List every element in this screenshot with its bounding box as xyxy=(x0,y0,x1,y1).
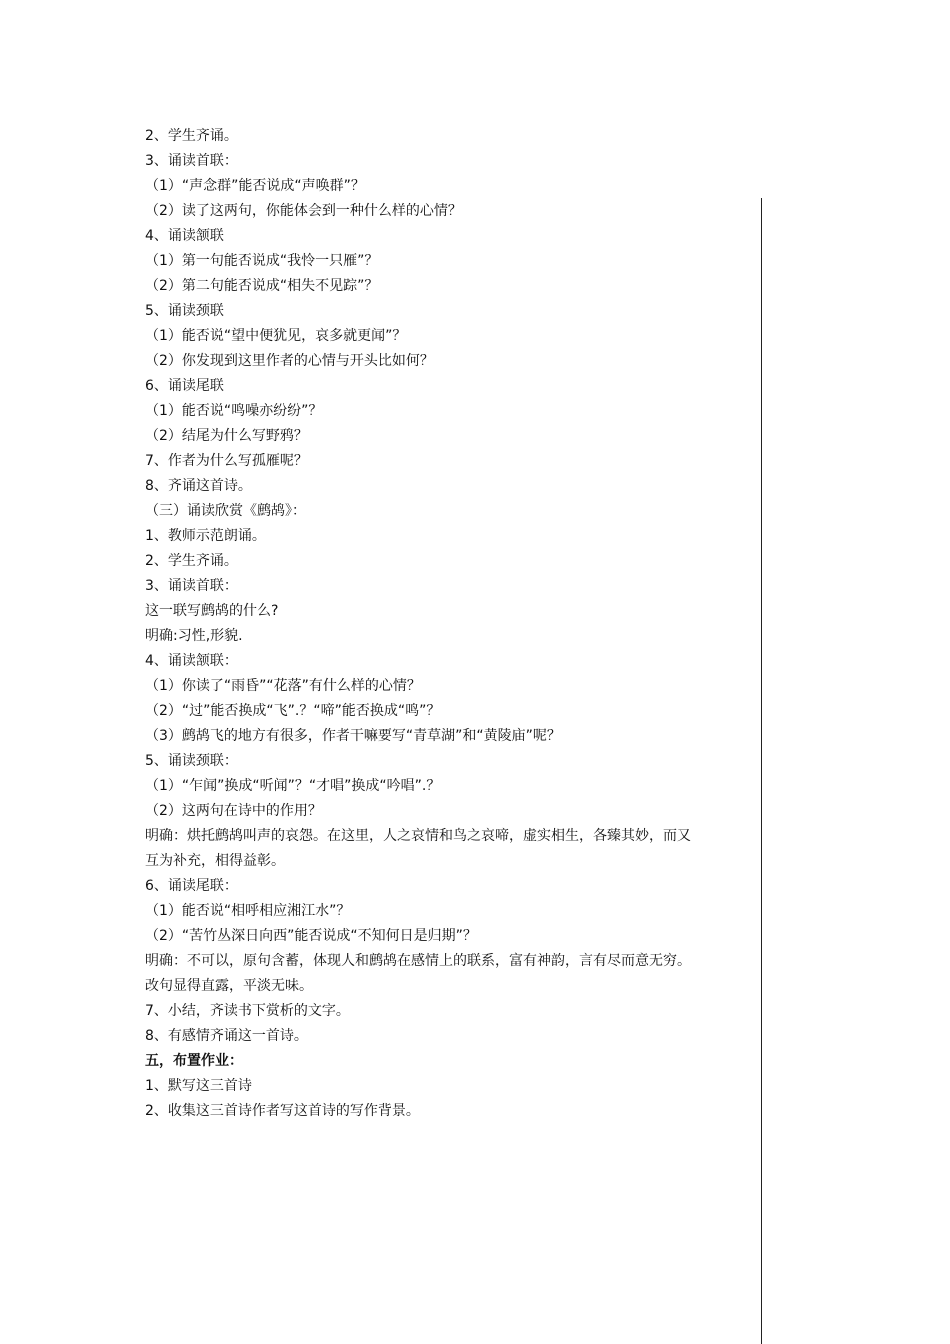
text-line: （2）第二句能否说成“相失不见踪”？ xyxy=(145,278,379,294)
text-line: （1）“声念群”能否说成“声唤群”？ xyxy=(145,178,365,194)
text-line: （1）能否说“鸣噪亦纷纷”？ xyxy=(145,403,323,419)
text-line: （1）能否说“望中便犹见，哀多就更闻”？ xyxy=(145,328,407,344)
text-line: 8、齐诵这首诗。 xyxy=(145,478,252,494)
text-line: 明确:习性,形貌. xyxy=(145,628,243,644)
text-line: 7、作者为什么写孤雁呢？ xyxy=(145,453,308,469)
section-heading: 五，布置作业： xyxy=(145,1053,243,1069)
text-line: 5、诵读颈联 xyxy=(145,303,224,319)
text-line: 2、收集这三首诗作者写这首诗的写作背景。 xyxy=(145,1103,420,1119)
document-body xyxy=(145,124,815,1124)
text-line: 2、学生齐诵。 xyxy=(145,128,238,144)
text-line: （2）结尾为什么写野鸦？ xyxy=(145,428,308,444)
text-line: （三）诵读欣赏《鹧鸪》： xyxy=(145,503,306,519)
text-line: 4、诵读颔联 xyxy=(145,228,224,244)
text-line: 7、小结，齐读书下赏析的文字。 xyxy=(145,1003,350,1019)
text-line: 1、默写这三首诗 xyxy=(145,1078,252,1094)
text-line: 8、有感情齐诵这一首诗。 xyxy=(145,1028,308,1044)
text-line: 明确：不可以，原句含蓄，体现人和鹧鸪在感情上的联系，富有神韵，言有尽而意无穷。 xyxy=(145,953,691,969)
text-line: （3）鹧鸪飞的地方有很多，作者干嘛要写“青草湖”和“黄陵庙”呢？ xyxy=(145,728,561,744)
text-line: 改句显得直露，平淡无味。 xyxy=(145,978,313,994)
text-line: 2、学生齐诵。 xyxy=(145,553,238,569)
text-line: （1）第一句能否说成“我怜一只雁”？ xyxy=(145,253,379,269)
text-line: （2）你发现到这里作者的心情与开头比如何？ xyxy=(145,353,434,369)
text-line: 5、诵读颈联： xyxy=(145,753,238,769)
text-line: 互为补充，相得益彰。 xyxy=(145,853,285,869)
text-line: （1）你读了“雨昏”“花落”有什么样的心情？ xyxy=(145,678,421,694)
text-line: 4、诵读颔联： xyxy=(145,653,238,669)
text-line: 6、诵读尾联： xyxy=(145,878,238,894)
text-line: 3、诵读首联： xyxy=(145,153,238,169)
text-line: （1）能否说“相呼相应湘江水”？ xyxy=(145,903,351,919)
text-line: （2）这两句在诗中的作用？ xyxy=(145,803,322,819)
text-line: （2）“苦竹丛深日向西”能否说成“不知何日是归期”？ xyxy=(145,928,477,944)
text-line: 明确：烘托鹧鸪叫声的哀怨。在这里，人之哀情和鸟之哀啼，虚实相生，各臻其妙，而又 xyxy=(145,828,691,844)
text-line: 1、教师示范朗诵。 xyxy=(145,528,266,544)
text-line: （2）“过”能否换成“飞”.？“啼”能否换成“鸣”？ xyxy=(145,703,441,719)
text-line: （1）“乍闻”换成“听闻”？“才唱”换成“吟唱”.？ xyxy=(145,778,441,794)
text-line: 6、诵读尾联 xyxy=(145,378,224,394)
text-line: 3、诵读首联： xyxy=(145,578,238,594)
text-line: 这一联写鹧鸪的什么? xyxy=(145,603,279,619)
text-line: （2）读了这两句，你能体会到一种什么样的心情？ xyxy=(145,203,462,219)
